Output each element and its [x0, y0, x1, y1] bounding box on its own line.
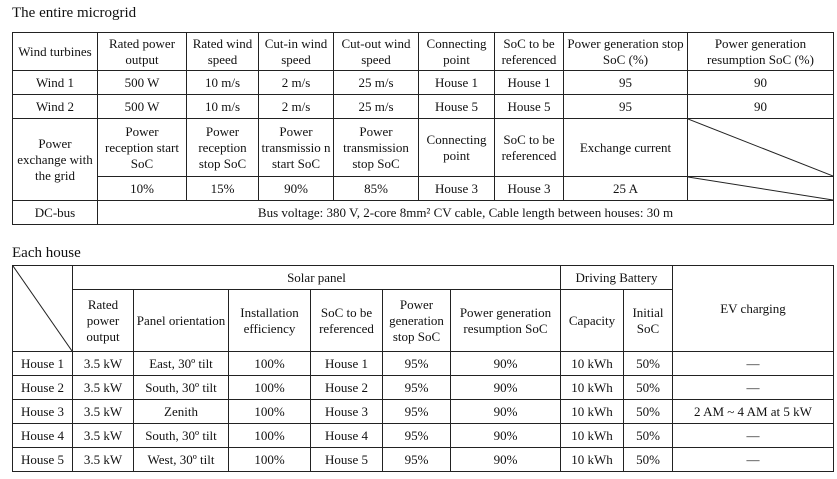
- house-soc-ref: House 4: [311, 424, 383, 448]
- header-soc-referenced: SoC to be referenced: [495, 33, 564, 71]
- house-rated: 3.5 kW: [73, 352, 134, 376]
- header-wind-turbines: Wind turbines: [13, 33, 98, 71]
- diagonal-line-icon: [688, 119, 833, 176]
- wind-cut-out: 25 m/s: [334, 95, 419, 119]
- house-capacity: 10 kWh: [561, 400, 624, 424]
- house-initial: 50%: [624, 352, 673, 376]
- header-resumption-soc: Power generation resumption SoC: [451, 290, 561, 352]
- table-row: [13, 400, 834, 424]
- house-stop: 95%: [383, 424, 451, 448]
- house-soc-ref: House 3: [311, 400, 383, 424]
- house-initial: 50%: [624, 424, 673, 448]
- house-resume: 90%: [451, 424, 561, 448]
- header-panel-orientation: Panel orientation: [134, 290, 229, 352]
- dc-bus-label: DC-bus: [13, 201, 98, 225]
- house-ev: —: [673, 448, 834, 472]
- house-capacity: 10 kWh: [561, 352, 624, 376]
- grid-transmission-start: 90%: [259, 177, 334, 201]
- house-name: House 2: [13, 376, 73, 400]
- houses-caption: Each house: [12, 245, 81, 261]
- house-orientation: Zenith: [134, 400, 229, 424]
- header-transmission-stop: Power transmission stop SoC: [334, 119, 419, 177]
- house-resume: 90%: [451, 352, 561, 376]
- house-orientation: South, 30º tilt: [134, 376, 229, 400]
- house-efficiency: 100%: [229, 448, 311, 472]
- grid-value-row: [13, 177, 834, 201]
- header-rated-power-output: Rated power output: [73, 290, 134, 352]
- house-name: House 5: [13, 448, 73, 472]
- table-row: [13, 95, 834, 119]
- wind-rated-power: 500 W: [98, 71, 187, 95]
- diagonal-line-icon: [13, 266, 72, 351]
- table-row: [13, 71, 834, 95]
- house-initial: 50%: [624, 376, 673, 400]
- header-cut-out-wind-speed: Cut-out wind speed: [334, 33, 419, 71]
- header-capacity: Capacity: [561, 290, 624, 352]
- house-name: House 3: [13, 400, 73, 424]
- house-efficiency: 100%: [229, 400, 311, 424]
- house-ev: 2 AM ~ 4 AM at 5 kW: [673, 400, 834, 424]
- house-stop: 95%: [383, 376, 451, 400]
- wind-name: Wind 1: [13, 71, 98, 95]
- header-grid-connecting-point: Connecting point: [419, 119, 495, 177]
- diagonal-corner-cell: [13, 266, 73, 352]
- house-rated: 3.5 kW: [73, 424, 134, 448]
- header-driving-battery: Driving Battery: [561, 266, 673, 290]
- house-efficiency: 100%: [229, 352, 311, 376]
- wind-connecting: House 5: [419, 95, 495, 119]
- house-efficiency: 100%: [229, 424, 311, 448]
- house-stop: 95%: [383, 448, 451, 472]
- house-capacity: 10 kWh: [561, 448, 624, 472]
- house-resume: 90%: [451, 400, 561, 424]
- grid-reception-stop: 15%: [187, 177, 259, 201]
- grid-reception-start: 10%: [98, 177, 187, 201]
- table-row: [13, 376, 834, 400]
- header-transmission-start: Power transmissio n start SoC: [259, 119, 334, 177]
- house-rated: 3.5 kW: [73, 448, 134, 472]
- house-rated: 3.5 kW: [73, 376, 134, 400]
- house-ev: —: [673, 352, 834, 376]
- diagonal-line-icon: [688, 177, 833, 200]
- header-stop-soc: Power generation stop SoC (%): [564, 33, 688, 71]
- diagonal-empty-cell: [688, 177, 834, 201]
- header-resumption-soc: Power generation resumption SoC (%): [688, 33, 834, 71]
- house-stop: 95%: [383, 352, 451, 376]
- wind-resume-soc: 90: [688, 95, 834, 119]
- wind-soc-ref: House 5: [495, 95, 564, 119]
- header-stop-soc: Power generation stop SoC: [383, 290, 451, 352]
- house-soc-ref: House 1: [311, 352, 383, 376]
- wind-cut-out: 25 m/s: [334, 71, 419, 95]
- table-row: [13, 448, 834, 472]
- wind-soc-ref: House 1: [495, 71, 564, 95]
- grid-header-row: [13, 119, 834, 177]
- header-soc-referenced: SoC to be referenced: [311, 290, 383, 352]
- header-reception-start: Power reception start SoC: [98, 119, 187, 177]
- house-ev: —: [673, 376, 834, 400]
- header-connecting-point: Connecting point: [419, 33, 495, 71]
- grid-soc-ref: House 3: [495, 177, 564, 201]
- house-name: House 1: [13, 352, 73, 376]
- house-soc-ref: House 5: [311, 448, 383, 472]
- table-row: [13, 424, 834, 448]
- house-stop: 95%: [383, 400, 451, 424]
- wind-connecting: House 1: [419, 71, 495, 95]
- grid-transmission-stop: 85%: [334, 177, 419, 201]
- wind-stop-soc: 95: [564, 71, 688, 95]
- house-resume: 90%: [451, 376, 561, 400]
- house-orientation: East, 30º tilt: [134, 352, 229, 376]
- header-ev-charging: EV charging: [673, 266, 834, 352]
- wind-name: Wind 2: [13, 95, 98, 119]
- dc-bus-value: Bus voltage: 380 V, 2-core 8mm² CV cable, Cable length between houses: 30 m: [98, 201, 834, 225]
- table-row: [13, 352, 834, 376]
- wind-resume-soc: 90: [688, 71, 834, 95]
- house-capacity: 10 kWh: [561, 376, 624, 400]
- header-installation-efficiency: Installation efficiency: [229, 290, 311, 352]
- houses-table: [12, 265, 834, 472]
- grid-connecting: House 3: [419, 177, 495, 201]
- header-rated-power-output: Rated power output: [98, 33, 187, 71]
- house-initial: 50%: [624, 400, 673, 424]
- house-soc-ref: House 2: [311, 376, 383, 400]
- wind-header-row: [13, 33, 834, 71]
- house-rated: 3.5 kW: [73, 400, 134, 424]
- header-cut-in-wind-speed: Cut-in wind speed: [259, 33, 334, 71]
- header-rated-wind-speed: Rated wind speed: [187, 33, 259, 71]
- microgrid-table: [12, 32, 834, 225]
- diagonal-empty-cell: [688, 119, 834, 177]
- grid-current: 25 A: [564, 177, 688, 201]
- house-orientation: South, 30º tilt: [134, 424, 229, 448]
- dc-bus-row: [13, 201, 834, 225]
- header-exchange-current: Exchange current: [564, 119, 688, 177]
- grid-exchange-label: Power exchange with the grid: [13, 119, 98, 201]
- house-orientation: West, 30º tilt: [134, 448, 229, 472]
- house-ev: —: [673, 424, 834, 448]
- wind-cut-in: 2 m/s: [259, 71, 334, 95]
- house-resume: 90%: [451, 448, 561, 472]
- house-capacity: 10 kWh: [561, 424, 624, 448]
- house-name: House 4: [13, 424, 73, 448]
- wind-rated-speed: 10 m/s: [187, 95, 259, 119]
- microgrid-caption: The entire microgrid: [12, 5, 137, 21]
- house-initial: 50%: [624, 448, 673, 472]
- wind-rated-speed: 10 m/s: [187, 71, 259, 95]
- header-reception-stop: Power reception stop SoC: [187, 119, 259, 177]
- header-solar-panel: Solar panel: [73, 266, 561, 290]
- wind-cut-in: 2 m/s: [259, 95, 334, 119]
- houses-group-header-row: [13, 266, 834, 290]
- wind-rated-power: 500 W: [98, 95, 187, 119]
- wind-stop-soc: 95: [564, 95, 688, 119]
- header-initial-soc: Initial SoC: [624, 290, 673, 352]
- header-grid-soc-referenced: SoC to be referenced: [495, 119, 564, 177]
- house-efficiency: 100%: [229, 376, 311, 400]
